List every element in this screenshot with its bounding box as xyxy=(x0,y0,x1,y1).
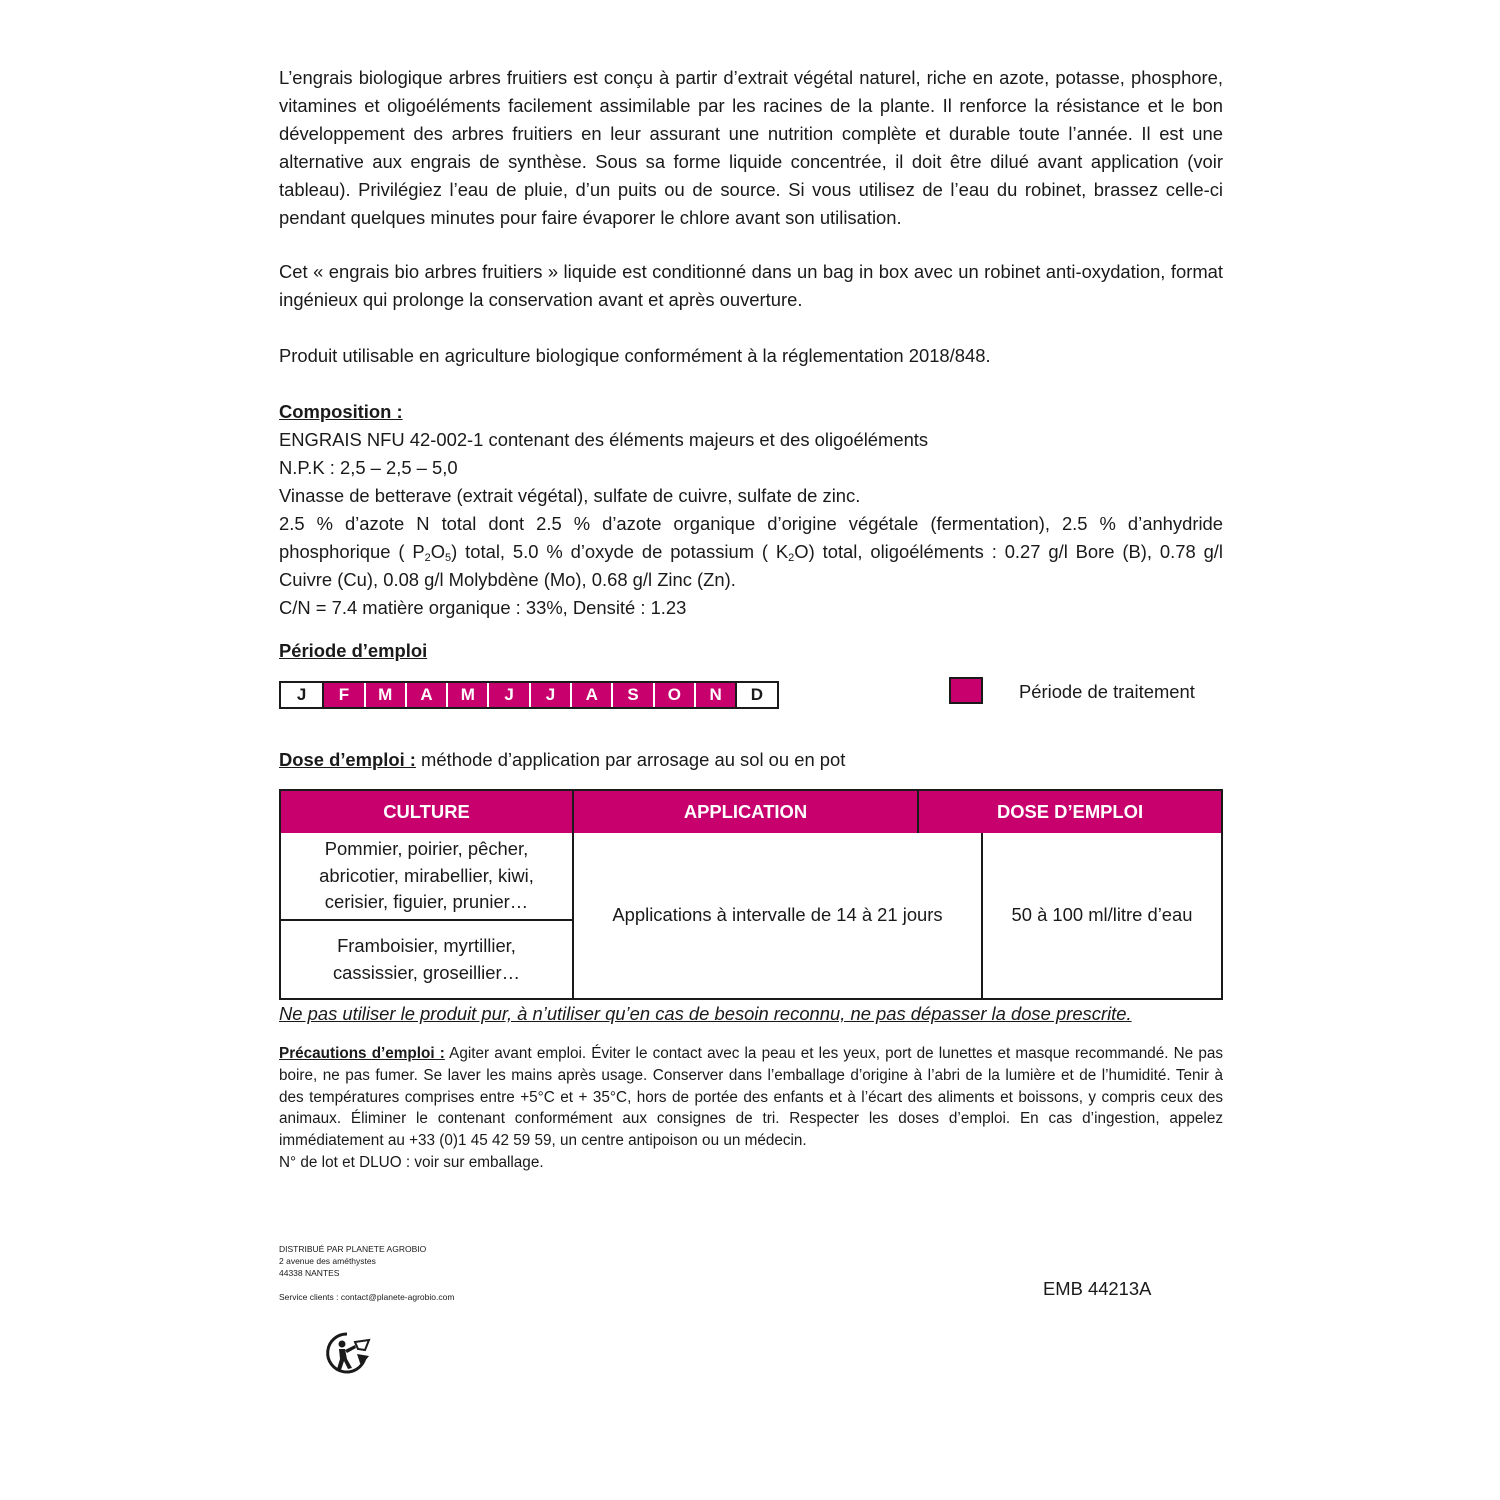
culture-cell-1: Pommier, poirier, pêcher, abricotier, mirabellier, kiwi, cerisier, figuier, prunier… xyxy=(281,833,574,921)
dose-heading: Dose d’emploi : xyxy=(279,749,416,770)
intro-paragraph-1: L’engrais biologique arbres fruitiers est conçu à partir d’extrait végétal naturel, riche en azote, potasse, phosphore, vitamines et oligoéléments facilement assimilable par les racines de la plante. Il renforce la résistance et le bon développement des arbres fruitiers en leur assurant une nutrition complète et durable toute l’année. Il est une alternative aux engrais de synthèse. Sous sa forme liquide concentrée, il doit être dilué avant application (voir tableau). Privilégiez l’eau de pluie, d’un puits ou de source. Si vous utilisez de l’eau du robinet, brassez celle-ci pendant quelques minutes pour faire évaporer le chlore avant son utilisation. xyxy=(279,67,1223,228)
legend-swatch xyxy=(949,677,983,704)
month-cell: M xyxy=(364,683,405,707)
triman-icon xyxy=(325,1330,373,1376)
emb-code: EMB 44213A xyxy=(1043,1278,1152,1299)
month-cell: D xyxy=(735,683,776,707)
distributor-service: Service clients : contact@planete-agrobio.com xyxy=(279,1292,455,1302)
composition-section xyxy=(279,398,1223,622)
legend-label: Période de traitement xyxy=(1019,681,1195,702)
month-cell: S xyxy=(611,683,652,707)
distributor-city: 44338 NANTES xyxy=(279,1268,340,1278)
intro-paragraph-2: Cet « engrais bio arbres fruitiers » liquide est conditionné dans un bag in box avec un robinet anti-oxydation, format ingénieux qui prolonge la conservation avant et après ouverture. xyxy=(279,261,1223,310)
composition-npk: N.P.K : 2,5 – 2,5 – 5,0 xyxy=(279,457,458,478)
culture-cell-2: Framboisier, myrtillier, cassissier, groseillier… xyxy=(281,921,574,998)
table-header xyxy=(281,791,1221,833)
composition-analysis: 2.5 % d’azote N total dont 2.5 % d’azote organique d’origine végétale (fermentation), 2.5 % d’anhydride phosphorique ( $P_2O_5$) total, 5.0 % d’oxyde de potassium ( $K_2O$) total, oligoéléments : 0.27 g/l Bore (B), 0.78 g/l Cuivre (Cu), 0.08 g/l Molybdène (Mo), 0.68 g/l Zinc (Zn). xyxy=(279,513,1223,590)
warning-text: Ne pas utiliser le produit pur, à n’utiliser qu’en cas de besoin reconnu, ne pas dépasser la dose prescrite. xyxy=(279,1003,1132,1024)
month-cell: M xyxy=(446,683,487,707)
composition-ingredients: Vinasse de betterave (extrait végétal), sulfate de cuivre, sulfate de zinc. xyxy=(279,485,861,506)
dose-method: méthode d’application par arrosage au sol ou en pot xyxy=(415,749,846,770)
composition-ratios: C/N = 7.4 matière organique : 33%, Densité : 1.23 xyxy=(279,597,687,618)
dose-table xyxy=(279,789,1223,1000)
precautions-section xyxy=(279,1043,1223,1174)
distributor-block xyxy=(279,1243,454,1303)
month-cell: J xyxy=(281,683,322,707)
month-cell: J xyxy=(487,683,528,707)
month-cell: O xyxy=(653,683,694,707)
precautions-heading: Précautions d’emploi : xyxy=(279,1045,445,1062)
composition-heading: Composition : xyxy=(279,401,403,422)
month-calendar xyxy=(279,681,779,709)
month-cell: A xyxy=(570,683,611,707)
month-cell: N xyxy=(694,683,735,707)
month-cell: J xyxy=(529,683,570,707)
periode-heading: Période d’emploi xyxy=(279,640,428,661)
distributor-name: DISTRIBUÉ PAR PLANETE AGROBIO xyxy=(279,1244,427,1254)
application-cell: Applications à intervalle de 14 à 21 jours xyxy=(574,833,983,998)
month-cell: A xyxy=(405,683,446,707)
lot-info: N° de lot et DLUO : voir sur emballage. xyxy=(279,1153,544,1171)
month-cell: F xyxy=(322,683,363,707)
header-dose: DOSE D’EMPLOI xyxy=(996,801,1144,822)
composition-line-1: ENGRAIS NFU 42-002-1 contenant des éléments majeurs et des oligoéléments xyxy=(279,429,929,450)
header-culture: CULTURE xyxy=(281,791,574,833)
dose-cell: 50 à 100 ml/litre d’eau xyxy=(1011,904,1193,926)
intro-paragraph-3: Produit utilisable en agriculture biologique conformément à la réglementation 2018/848. xyxy=(279,345,991,366)
dose-line xyxy=(279,746,845,774)
distributor-street: 2 avenue des améthystes xyxy=(279,1256,376,1266)
table-body xyxy=(281,833,1221,998)
precautions-text: Agiter avant emploi. Éviter le contact avec la peau et les yeux, port de lunettes et masque recommandé. Ne pas boire, ne pas fumer. Se laver les mains après usage. Conserver dans l’emballage d’origine à l’abri de la lumière et de l’humidité. Tenir à des températures comprises entre +5°C et + 35°C, hors de portée des enfants et à l’écart des aliments et boissons, y compris ceux des animaux. Éliminer le contenant conformément aux consignes de tri. Respecter les doses d’emploi. En cas d’ingestion, appelez immédiatement au +33 (0)1 45 42 59 59, un centre antipoison ou un médecin. xyxy=(279,1045,1224,1150)
header-application: APPLICATION xyxy=(574,791,919,833)
